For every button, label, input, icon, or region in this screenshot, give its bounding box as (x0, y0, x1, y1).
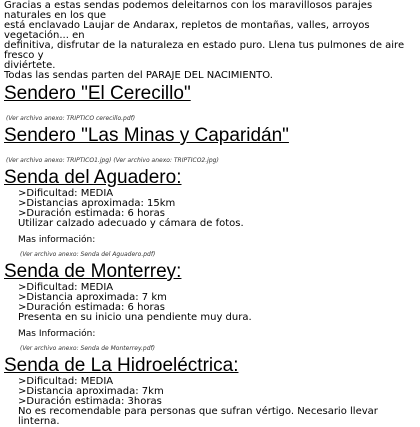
detail-line: >Duración estimada: 3horas (18, 396, 162, 407)
detail-line: >Duración estimada: 6 horas (18, 302, 165, 313)
attachment-link-las-minas[interactable]: (Ver archivo anexo: TRIPTICO1.jpg) (Ver archivo anexo: TRIPTICO2.jpg) (6, 157, 219, 164)
detail-line: >Distancias aproximada: 15km (18, 198, 176, 209)
more-info-label-aguadero: Mas información: (18, 235, 96, 245)
intro-text (4, 0, 416, 81)
detail-line: >Dificultad: MEDIA (18, 282, 114, 293)
detail-line: Presenta en su inicio una pendiente muy dura. (18, 312, 252, 323)
intro-line: Gracias a estas sendas podemos deleitarnos con los maravillosos parajes naturales en los que (4, 0, 373, 21)
attachment-link-aguadero[interactable]: (Ver archivo anexo: Senda del Aguadero.pdf) (20, 251, 156, 258)
intro-line: diviértete. (4, 60, 56, 71)
intro-line: definitiva, disfrutar de la naturaleza en estado puro. Llena tus pulmones de aire fresco y (4, 40, 405, 61)
attachment-link-monterrey[interactable]: (Ver archivo anexo: Senda de Monterrey.pdf) (20, 345, 156, 352)
trail-title-monterrey: Senda de Monterrey: (4, 261, 182, 282)
detail-line: >Dificultad: MEDIA (18, 188, 114, 199)
trail-title-cerecillo: Sendero "El Cerecillo" (4, 83, 191, 104)
attachment-link-cerecillo[interactable]: (Ver archivo anexo: TRIPTICO cerecillo.pdf) (6, 115, 136, 122)
trail-title-aguadero: Senda del Aguadero: (4, 167, 182, 188)
trail-details-monterrey (4, 283, 416, 323)
trail-details-hidroelectrica (4, 377, 416, 427)
trail-title-las-minas: Sendero "Las Minas y Caparidán" (4, 125, 289, 146)
intro-line: está enclavado Laujar de Andarax, repletos de montañas, valles, arroyos vegetación... en (4, 20, 370, 41)
trail-details-aguadero (4, 189, 416, 229)
intro-line: Todas las sendas parten del PARAJE DEL NACIMIENTO. (4, 70, 273, 81)
detail-line: >Distancia aproximada: 7km (18, 386, 164, 397)
detail-line: >Distancia aproximada: 7 km (18, 292, 167, 303)
detail-line: Utilizar calzado adecuado y cámara de fotos. (18, 218, 244, 229)
trail-title-hidroelectrica: Senda de La Hidroeléctrica: (4, 355, 239, 376)
detail-line: >Dificultad: MEDIA (18, 376, 114, 387)
detail-line: >Duración estimada: 6 horas (18, 208, 165, 219)
more-info-label-monterrey: Mas Información: (18, 329, 96, 339)
detail-line: No es recomendable para personas que sufran vértigo. Necesario llevar linterna. (18, 406, 378, 427)
